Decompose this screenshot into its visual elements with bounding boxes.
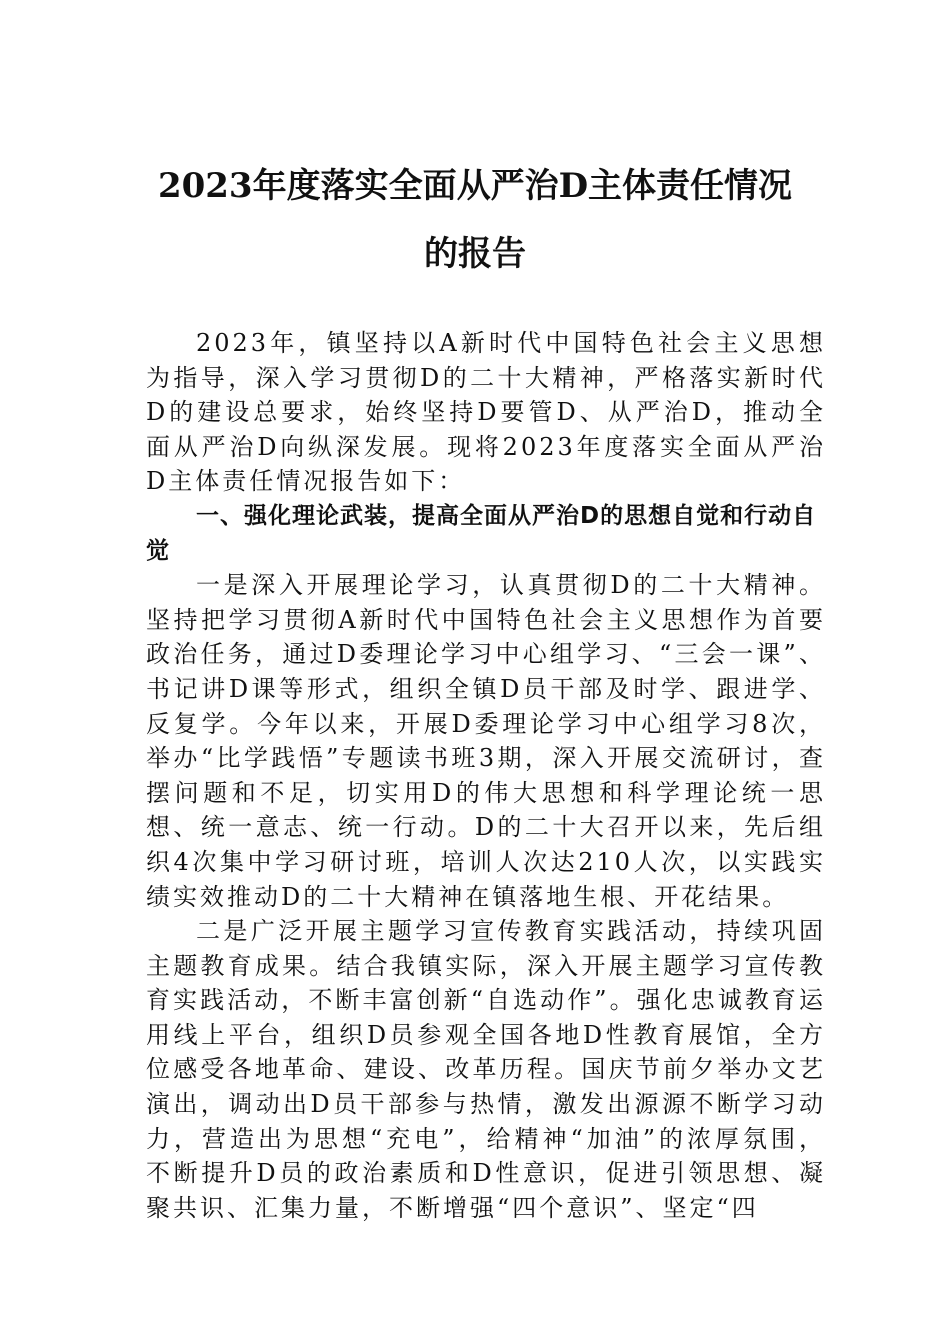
document-title	[130, 152, 820, 288]
intro-paragraph: 2023年，镇坚持以A新时代中国特色社会主义思想为指导，深入学习贯彻D的二十大精神，严格落实新时代D的建设总要求，始终坚持D要管D、从严治D，推动全面从严治D向纵深发展。现将2023年度落实全面从严治D主体责任情况报告如下：	[146, 329, 826, 496]
title-line-2: 的报告	[424, 234, 526, 274]
section-heading-1: 一、强化理论武装，提高全面从严治D的思想自觉和行动自觉	[146, 502, 817, 564]
body-paragraph-2: 二是广泛开展主题学习宣传教育实践活动，持续巩固主题教育成果。结合我镇实际，深入开展主题学习宣传教育实践活动，不断丰富创新“自选动作”。强化忠诚教育运用线上平台，组织D员参观全国各地D性教育展馆，全方位感受各地革命、建设、改革历程。国庆节前夕举办文艺演出，调动出D员干部参与热情，激发出源源不断学习动力，营造出为思想“充电”，给精神“加油”的浓厚氛围，不断提升D员的政治素质和D性意识，促进引领思想、凝聚共识、汇集力量，不断增强“四个意识”、坚定“四	[146, 917, 826, 1222]
document-body	[146, 326, 826, 1225]
title-line-1: 2023年度落实全面从严治D主体责任情况	[157, 166, 793, 206]
body-paragraph-1: 一是深入开展理论学习，认真贯彻D的二十大精神。坚持把学习贯彻A新时代中国特色社会主义思想作为首要政治任务，通过D委理论学习中心组学习、“三会一课”、书记讲D课等形式，组织全镇D员干部及时学、跟进学、反复学。今年以来，开展D委理论学习中心组学习8次，举办“比学践悟”专题读书班3期，深入开展交流研讨，查摆问题和不足，切实用D的伟大思想和科学理论统一思想、统一意志、统一行动。D的二十大召开以来，先后组织4次集中学习研讨班，培训人次达210人次，以实践实绩实效推动D的二十大精神在镇落地生根、开花结果。	[146, 571, 826, 911]
